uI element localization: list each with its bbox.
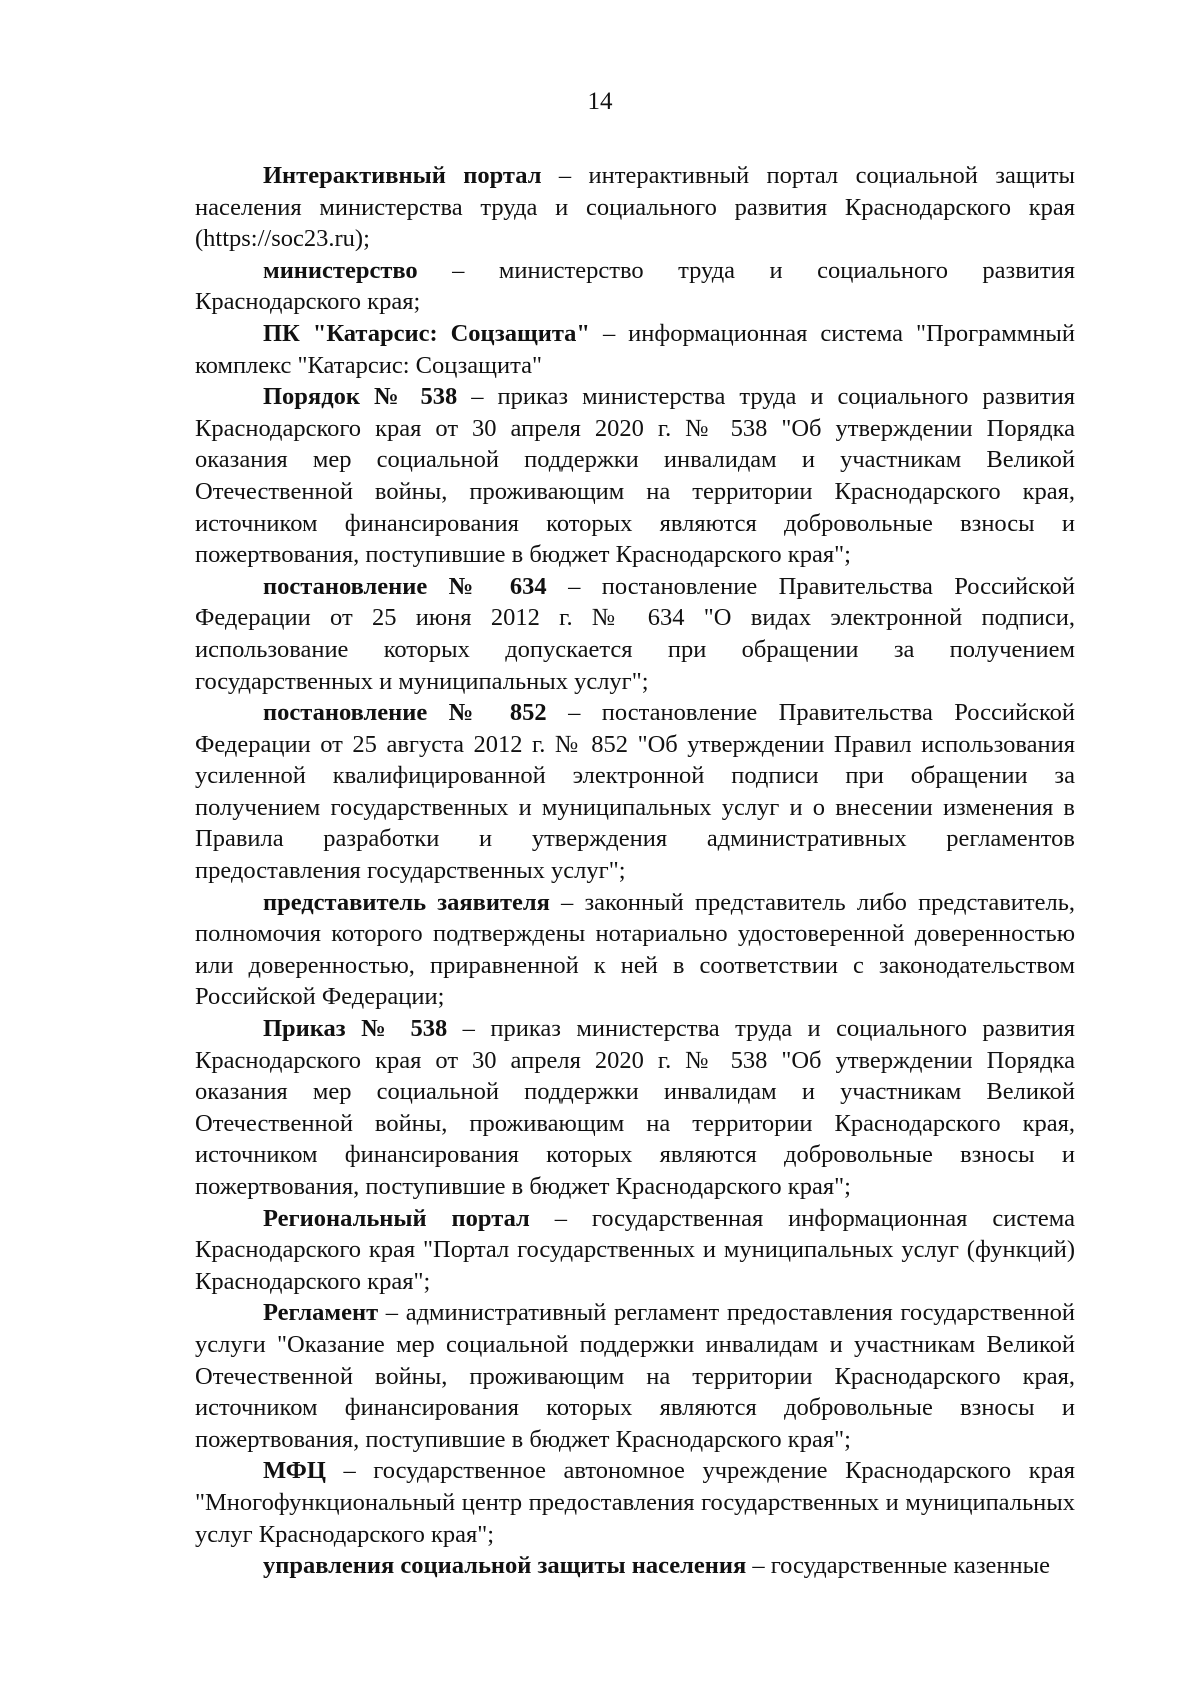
definition-term: постановление № 634	[263, 572, 547, 600]
definition-regional-portal	[195, 1203, 1075, 1298]
definition-text: – законный представитель либо представитель, полномочия которого подтверждены нотариально удостоверенной доверенностью или доверенностью, приравненной к ней в соответствии с законодательством Российской Федерации;	[195, 888, 1075, 1011]
definition-text: – приказ министерства труда и социального развития Краснодарского края от 30 апреля 2020 г. № 538 "Об утверждении Порядка оказания мер социальной поддержки инвалидам и участникам Великой Отечественной войны, проживающим на территории Краснодарского края, источником финансирования которых являются добровольные взносы и пожертвования, поступившие в бюджет Краснодарского края";	[195, 383, 1075, 569]
definition-order-538	[195, 381, 1075, 571]
definition-text: – информационная система "Программный комплекс "Катарсис: Соцзащита"	[195, 319, 1075, 379]
definition-text: – административный регламент предоставления государственной услуги "Оказание мер социальной поддержки инвалидам и участникам Великой Отечественной войны, проживающим на территории Краснодарского края, источником финансирования которых являются добровольные взносы и пожертвования, поступившие в бюджет Краснодарского края";	[195, 1299, 1075, 1453]
definition-text: – приказ министерства труда и социального развития Краснодарского края от 30 апреля 2020 г. № 538 "Об утверждении Порядка оказания мер социальной поддержки инвалидам и участникам Великой Отечественной войны, проживающим на территории Краснодарского края, источником финансирования которых являются добровольные взносы и пожертвования, поступившие в бюджет Краснодарского края";	[195, 1015, 1075, 1200]
definition-resolution-634	[195, 571, 1075, 697]
definition-text: – государственные казенные	[746, 1552, 1050, 1580]
definition-resolution-852	[195, 697, 1075, 887]
definition-term: представитель заявителя	[263, 888, 550, 916]
definition-term: Региональный портал	[263, 1204, 530, 1232]
definition-prikaz-538	[195, 1013, 1075, 1203]
definition-pk-katarsis	[195, 318, 1075, 381]
definition-interactive-portal	[195, 160, 1075, 255]
definition-term: Приказ № 538	[263, 1015, 448, 1043]
definition-ministry	[195, 255, 1075, 318]
definition-text: – постановление Правительства Российской Федерации от 25 июня 2012 г. № 634 "О видах электронной подписи, использование которых допускается при обращении за получением государственных и муниципальных услуг";	[195, 572, 1075, 695]
definition-text: – постановление Правительства Российской Федерации от 25 августа 2012 г. № 852 "Об утверждении Правил использования усиленной квалифицированной электронной подписи при обращении за получением государственных и муниципальных услуг и о внесении изменения в Правила разработки и утверждения административных регламентов предоставления государственных услуг";	[195, 699, 1075, 885]
definition-term: Порядок № 538	[263, 383, 458, 411]
definition-term: Интерактивный портал	[263, 162, 542, 189]
definitions-list	[195, 160, 1075, 1582]
definition-term: Регламент	[263, 1299, 379, 1327]
definition-mfc	[195, 1455, 1075, 1550]
definition-text: – интерактивный портал социальной защиты населения министерства труда и социального развития Краснодарского края (https://soc23.ru);	[195, 162, 1075, 253]
definition-social-protection-offices	[195, 1550, 1075, 1582]
definition-text: – государственная информационная система Краснодарского края "Портал государственных и муниципальных услуг (функций) Краснодарского края";	[195, 1204, 1075, 1295]
definition-term: постановление № 852	[263, 699, 547, 727]
definition-applicant-representative	[195, 887, 1075, 1013]
definition-term: министерство	[263, 256, 418, 284]
definition-text: – министерство труда и социального развития Краснодарского края;	[195, 256, 1075, 316]
definition-text: – государственное автономное учреждение Краснодарского края "Многофункциональный центр предоставления государственных и муниципальных услуг Краснодарского края";	[195, 1457, 1075, 1548]
page-number: 14	[587, 88, 613, 115]
definition-term: МФЦ	[263, 1457, 326, 1485]
definition-term: управления социальной защиты населения	[263, 1552, 747, 1580]
definition-term: ПК "Катарсис: Соцзащита"	[263, 319, 591, 347]
definition-reglament	[195, 1297, 1075, 1455]
